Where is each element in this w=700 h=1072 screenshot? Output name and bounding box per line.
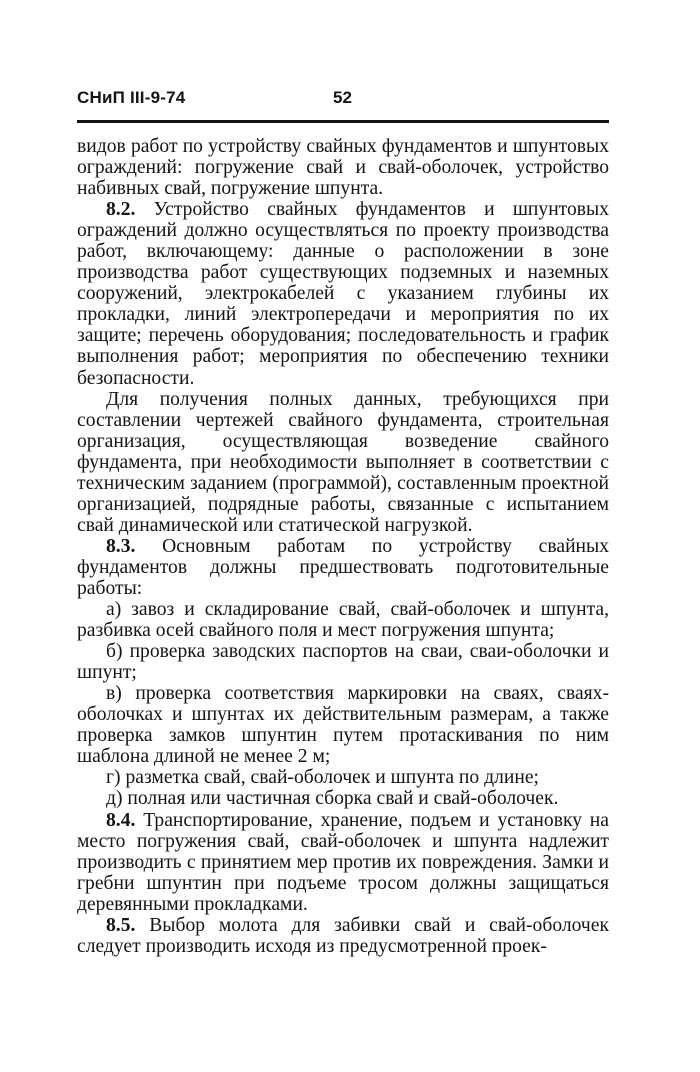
list-item-a (77, 599, 609, 641)
paragraph-text: Для получения полных данных, требующихся при составлении чертежей свайного фундамента, строительная организация, осуществляющая возведение свайного фундамента, при необходимости выполняет в соответствии с техническим заданием (программой), составленным проектной организацией, подрядные работы, связанные с испытанием свай динамической или статической нагрузкой. (77, 388, 609, 536)
clause-text: Устройство свайных фундаментов и шпунтовых ограждений должно осуществляться по проекту производства работ, включающему: данные о расположении в зоне производства работ существующих подземных и наземных сооружений, электрокабелей с указанием глубины их прокладки, линий электропередачи и мероприятия по их защите; перечень оборудования; последовательность и график выполнения работ; мероприятия по обеспечению техники безопасности. (77, 199, 609, 389)
paragraph-data-requirements (77, 389, 609, 536)
page-header (77, 88, 609, 118)
clause-8-2 (77, 199, 609, 388)
clause-text: Выбор молота для забивки свай и свай-оболочек следует производить исходя из предусмотренной проек- (77, 914, 609, 957)
list-item-text: б) проверка заводских паспортов на сваи, сваи-оболочки и шпунт; (77, 641, 609, 684)
list-item-text: а) завоз и складирование свай, свай-оболочек и шпунта, разбивка осей свайного поля и мест погружения шпунта; (77, 599, 609, 642)
paragraph-continuation (77, 136, 609, 199)
header-rule (77, 120, 609, 123)
clause-number: 8.5. (106, 914, 136, 936)
clause-8-3 (77, 536, 609, 599)
clause-text: Транспортирование, хранение, подъем и установку на место погружения свай, свай-оболочек и шпунта надлежит производить с принятием мер против их повреждения. Замки и гребни шпунтин при подъеме тросом должны защищаться деревянными прокладками. (77, 809, 609, 915)
list-item-text: г) разметка свай, свай-оболочек и шпунта по длине; (106, 767, 539, 789)
page-number: 52 (333, 88, 352, 107)
clause-number: 8.3. (106, 535, 136, 557)
paragraph-text: видов работ по устройству свайных фундаментов и шпунтовых ограждений: погружение свай и свай-оболочек, устройство набивных свай, погружение шпунта. (77, 136, 609, 200)
list-item-text: д) полная или частичная сборка свай и свай-оболочек. (106, 788, 559, 810)
body-text (77, 136, 609, 957)
list-item-g (77, 767, 609, 788)
clause-8-4 (77, 810, 609, 915)
list-item-d (77, 788, 609, 809)
clause-8-5 (77, 915, 609, 957)
list-item-v (77, 683, 609, 767)
clause-number: 8.2. (106, 199, 136, 221)
list-item-b (77, 641, 609, 683)
clause-number: 8.4. (106, 809, 136, 831)
document-code: СНиП III-9-74 (77, 88, 186, 107)
list-item-text: в) проверка соответствия маркировки на сваях, сваях-оболочках и шпунтах их действительным размерам, а также проверка замков шпунтин путем протаскивания по ним шаблона длиной не менее 2 м; (77, 683, 609, 768)
clause-text: Основным работам по устройству свайных фундаментов должны предшествовать подготовительные работы: (77, 535, 609, 599)
